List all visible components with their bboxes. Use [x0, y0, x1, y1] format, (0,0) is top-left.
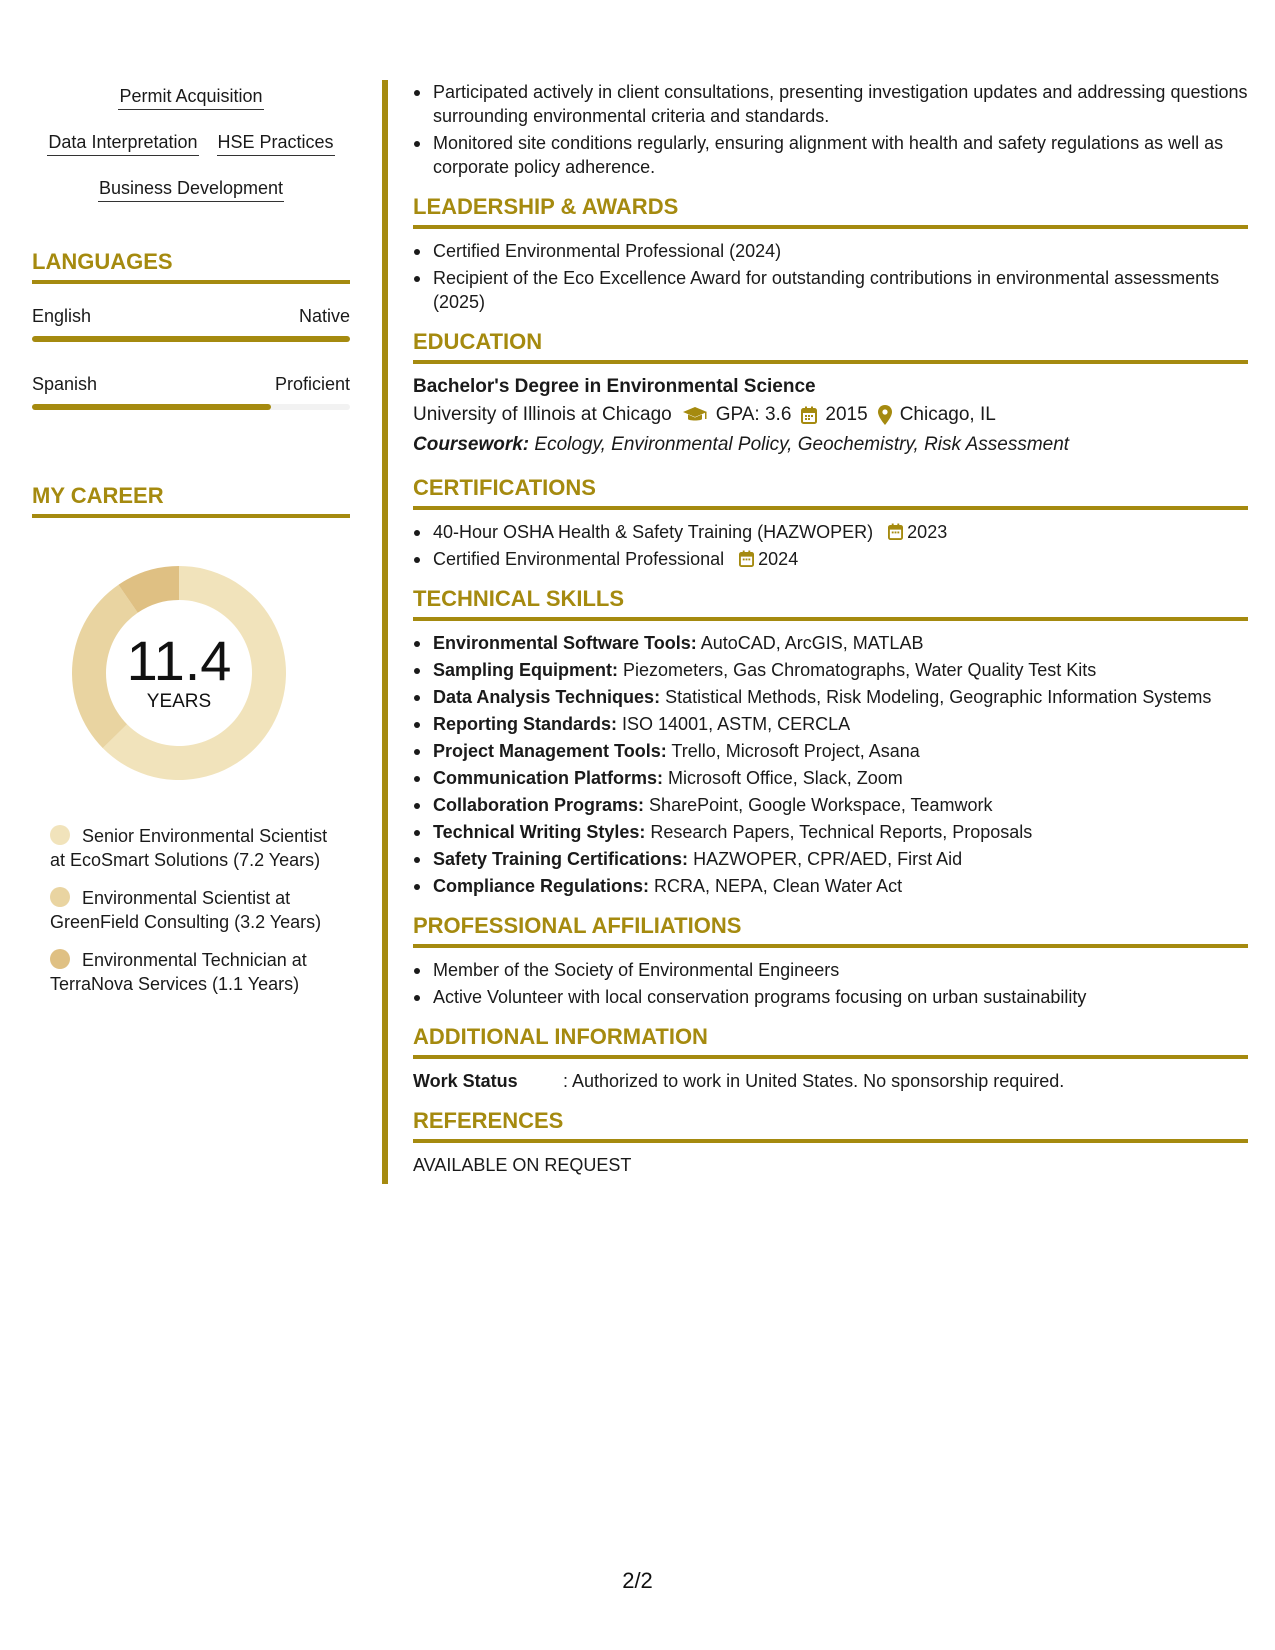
work-status-label: Work Status — [413, 1071, 518, 1091]
career-total: 11.4 — [126, 629, 232, 692]
coursework — [413, 430, 1248, 460]
legend-dot — [50, 825, 70, 845]
experience-bullets — [413, 80, 1248, 179]
languages-heading: LANGUAGES — [32, 248, 350, 284]
language-bar-fill — [32, 336, 350, 342]
degree-title: Bachelor's Degree in Environmental Science — [413, 376, 816, 397]
career-donut-chart — [66, 560, 292, 786]
experience-bullet: Monitored site conditions regularly, ensuring alignment with health and safety regulations as well as corporate policy adherence. — [413, 131, 1248, 179]
school-name: University of Illinois at Chicago — [413, 404, 672, 425]
skill-tag: Business Development — [98, 176, 284, 202]
leadership-item: Recipient of the Eco Excellence Award for outstanding contributions in environmental assessments (2025) — [413, 266, 1248, 314]
certification-name: 40-Hour OSHA Health & Safety Training (HAZWOPER) — [433, 522, 874, 542]
certifications-heading: CERTIFICATIONS — [413, 474, 1248, 510]
education-details — [413, 400, 1248, 430]
skill-item: Collaboration Programs: SharePoint, Google Workspace, Teamwork — [413, 793, 1248, 817]
language-spanish — [32, 372, 350, 410]
certification-item — [413, 520, 1248, 544]
career-legend — [50, 824, 330, 996]
references-heading: REFERENCES — [413, 1107, 1248, 1143]
skill-item: Project Management Tools: Trello, Microsoft Project, Asana — [413, 739, 1248, 763]
skill-item: Data Analysis Techniques: Statistical Methods, Risk Modeling, Geographic Information Systems — [413, 685, 1248, 709]
certification-item — [413, 547, 1248, 571]
leadership-item: Certified Environmental Professional (2024) — [413, 239, 1248, 263]
skill-item: Sampling Equipment: Piezometers, Gas Chromatographs, Water Quality Test Kits — [413, 658, 1248, 682]
affiliation-item: Active Volunteer with local conservation programs focusing on urban sustainability — [413, 985, 1248, 1009]
language-bar — [32, 404, 350, 410]
skill-tag: Data Interpretation — [47, 130, 198, 156]
gpa: GPA: 3.6 — [715, 404, 792, 425]
certification-year: 2023 — [907, 522, 948, 542]
additional-info-heading: ADDITIONAL INFORMATION — [413, 1023, 1248, 1059]
language-level: Native — [298, 306, 350, 326]
column-divider — [382, 80, 388, 1184]
affiliations-list — [413, 958, 1248, 1009]
language-name: Spanish — [32, 374, 98, 394]
experience-bullet: Participated actively in client consultations, presenting investigation updates and addressing questions surrounding environmental criteria and standards. — [413, 80, 1248, 128]
language-bar-fill — [32, 404, 271, 410]
references-text: AVAILABLE ON REQUEST — [413, 1155, 632, 1175]
affiliations-heading: PROFESSIONAL AFFILIATIONS — [413, 912, 1248, 948]
skill-item: Compliance Regulations: RCRA, NEPA, Clean Water Act — [413, 874, 1248, 898]
affiliation-item: Member of the Society of Environmental Engineers — [413, 958, 1248, 982]
skill-item: Technical Writing Styles: Research Papers, Technical Reports, Proposals — [413, 820, 1248, 844]
legend-label: Environmental Technician at TerraNova Services (1.1 Years) — [50, 950, 307, 994]
left-column — [32, 80, 350, 1010]
language-level: Proficient — [274, 374, 350, 394]
skill-item: Reporting Standards: ISO 14001, ASTM, CERCLA — [413, 712, 1248, 736]
legend-dot — [50, 949, 70, 969]
language-bar — [32, 336, 350, 342]
legend-label: Environmental Scientist at GreenField Consulting (3.2 Years) — [50, 888, 322, 932]
coursework-list: Ecology, Environmental Policy, Geochemistry, Risk Assessment — [534, 434, 1070, 455]
skill-tags — [32, 84, 350, 202]
right-column — [413, 80, 1248, 1177]
legend-label: Senior Environmental Scientist at EcoSmart Solutions (7.2 Years) — [50, 826, 328, 870]
certification-year: 2024 — [758, 549, 799, 569]
legend-item — [50, 886, 330, 934]
technical-skills-heading: TECHNICAL SKILLS — [413, 585, 1248, 621]
skill-item: Safety Training Certifications: HAZWOPER, CPR/AED, First Aid — [413, 847, 1248, 871]
skill-item: Communication Platforms: Microsoft Office, Slack, Zoom — [413, 766, 1248, 790]
graduation-year: 2015 — [825, 404, 868, 425]
leadership-list — [413, 239, 1248, 314]
education-location: Chicago, IL — [899, 404, 996, 425]
language-name: English — [32, 306, 92, 326]
legend-item — [50, 824, 330, 872]
coursework-label: Coursework: — [413, 434, 530, 455]
legend-item — [50, 948, 330, 996]
career-heading: MY CAREER — [32, 482, 350, 518]
skill-tag: HSE Practices — [217, 130, 335, 156]
map-pin-icon — [878, 405, 892, 425]
calendar-icon — [739, 550, 754, 567]
education-heading: EDUCATION — [413, 328, 1248, 364]
certification-name: Certified Environmental Professional — [433, 549, 725, 569]
skill-item: Environmental Software Tools: AutoCAD, ArcGIS, MATLAB — [413, 631, 1248, 655]
graduation-cap-icon — [682, 406, 708, 424]
career-unit: YEARS — [146, 691, 212, 712]
donut-center — [66, 560, 292, 786]
work-status — [413, 1069, 1248, 1093]
certifications-list — [413, 520, 1248, 571]
legend-dot — [50, 887, 70, 907]
technical-skills-list — [413, 631, 1248, 898]
skill-tag: Permit Acquisition — [118, 84, 263, 110]
language-english — [32, 304, 350, 342]
calendar-icon — [888, 523, 903, 540]
page-number: 2/2 — [622, 1568, 653, 1593]
calendar-icon — [801, 406, 817, 424]
leadership-heading: LEADERSHIP & AWARDS — [413, 193, 1248, 229]
work-status-value: : Authorized to work in United States. No sponsorship required. — [563, 1071, 1065, 1091]
